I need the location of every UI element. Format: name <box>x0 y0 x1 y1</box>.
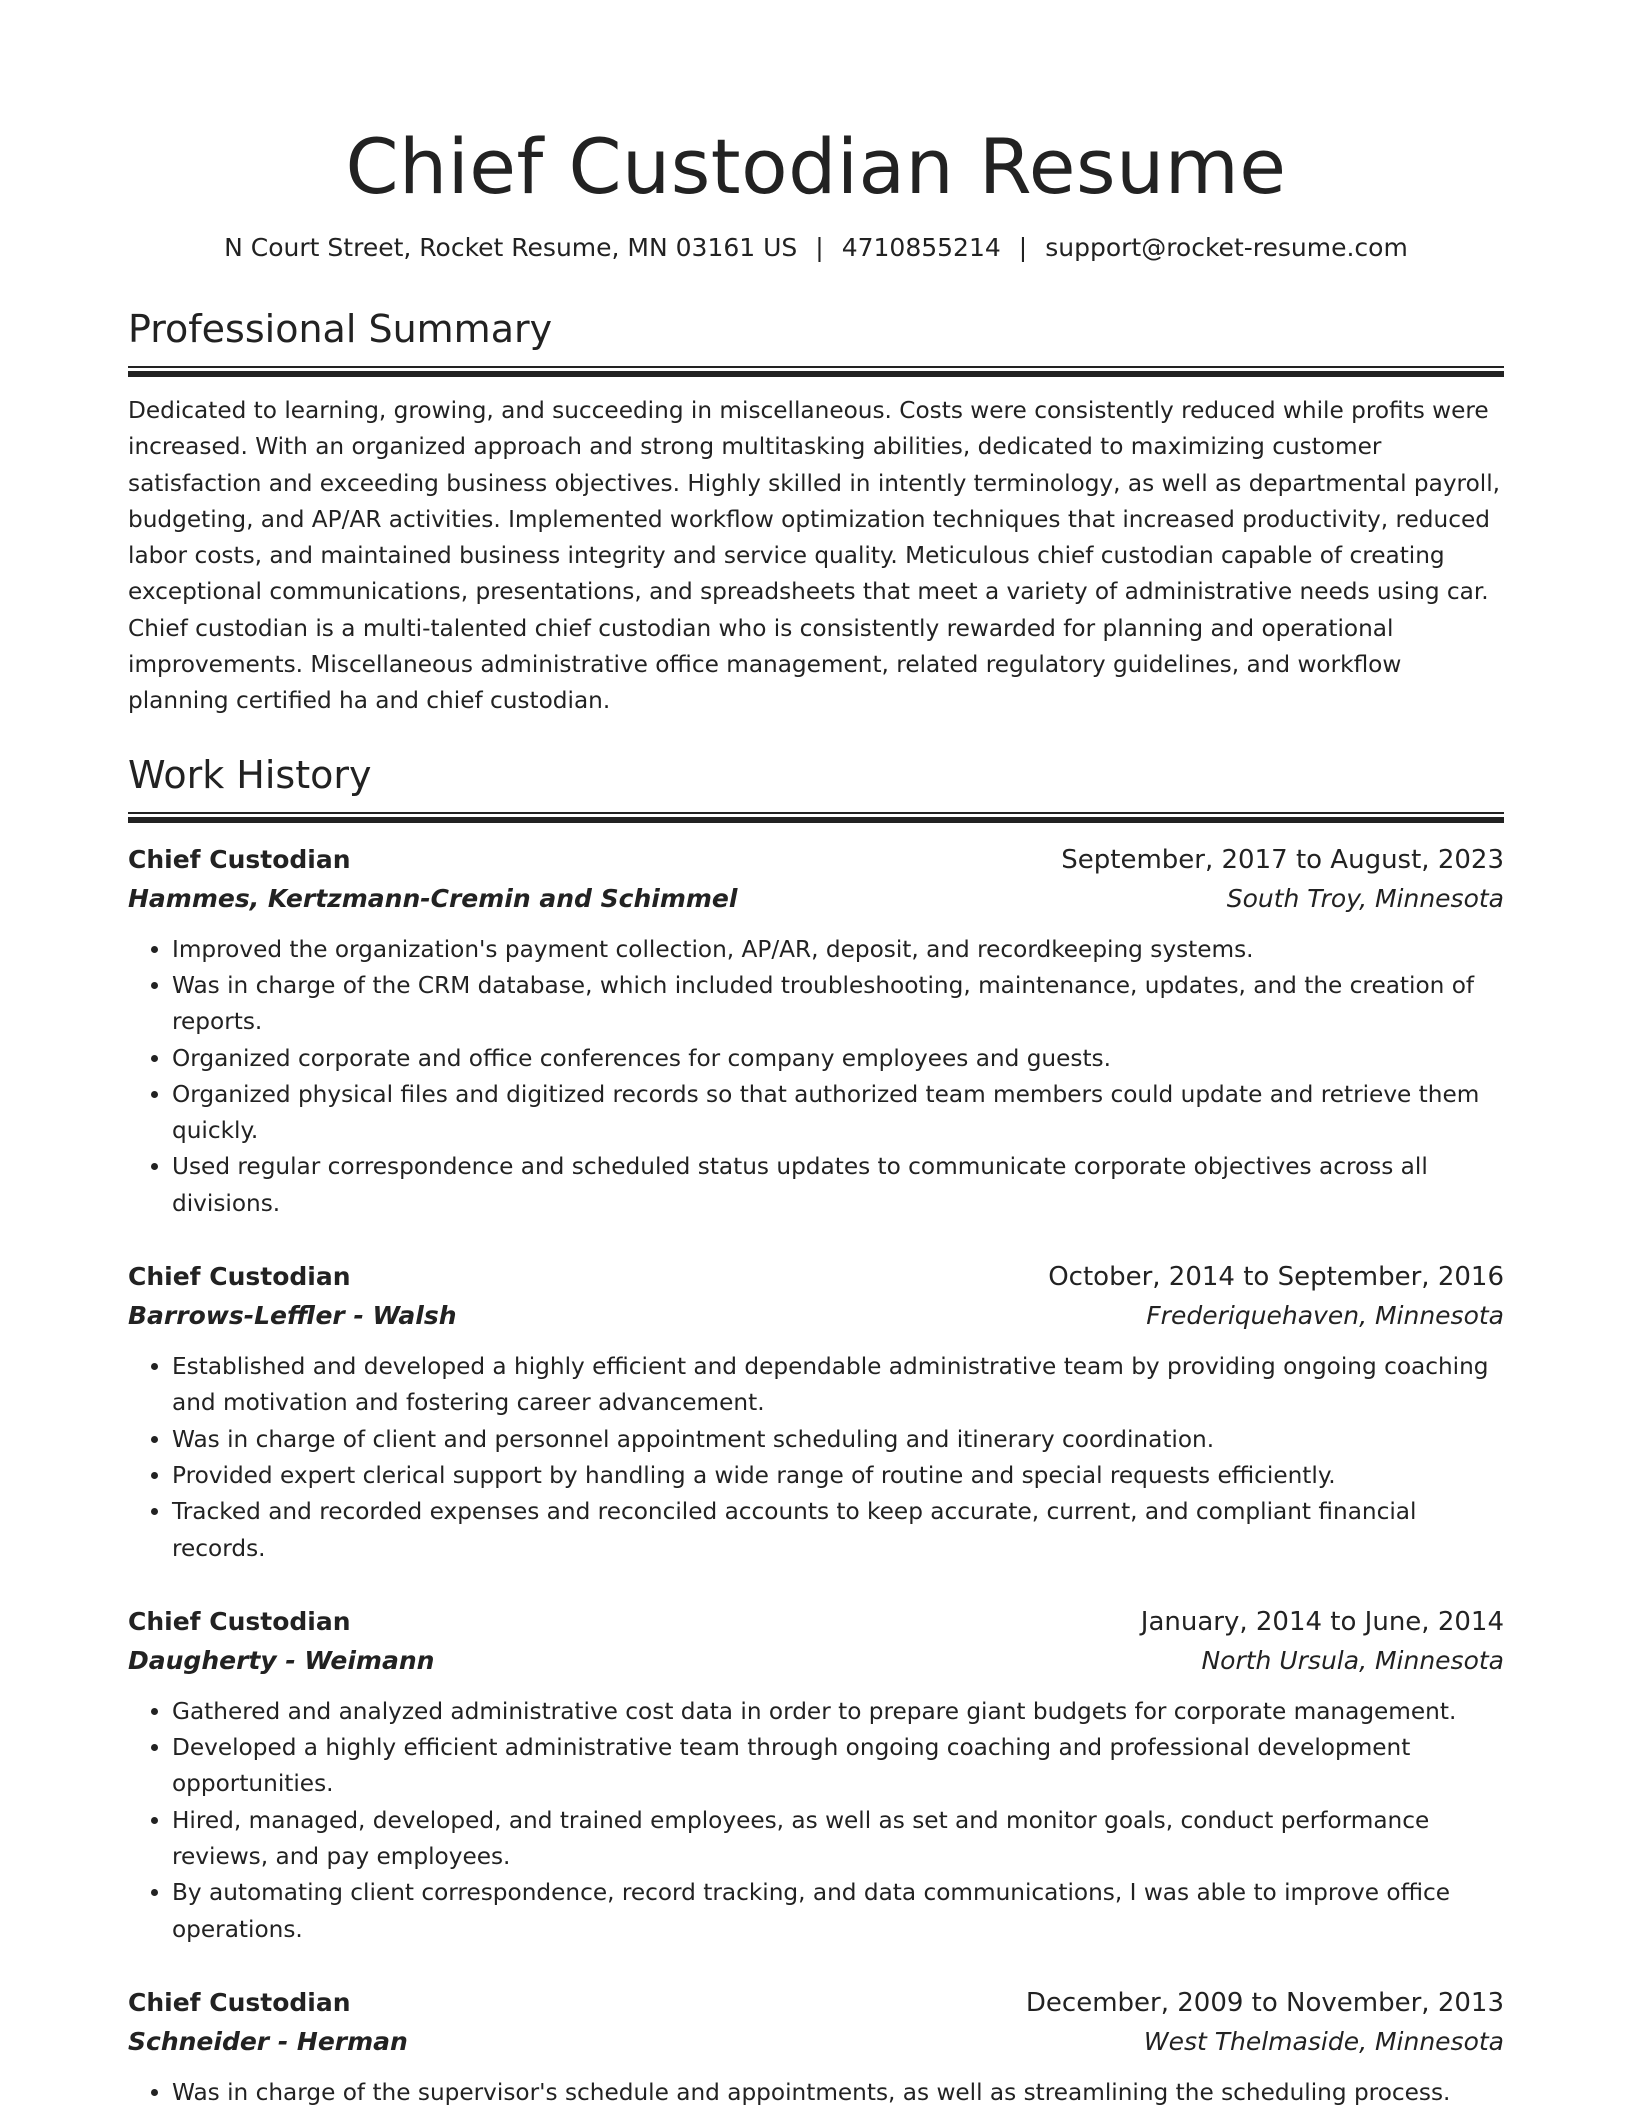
contact-address: N Court Street, Rocket Resume, MN 03161 US <box>224 233 798 262</box>
job-bullet: • Gathered and analyzed administrative cost data in order to prepare giant budgets for corporate management. <box>172 1694 1504 1730</box>
job-bullet: • Improved the organization's payment collection, AP/AR, deposit, and recordkeeping systems. <box>172 932 1504 968</box>
job-title: Chief Custodian <box>128 1606 351 1636</box>
contact-separator: | <box>1018 233 1028 262</box>
job-location: North Ursula, Minnesota <box>1201 1645 1504 1675</box>
job-dates: January, 2014 to June, 2014 <box>1140 1606 1504 1637</box>
job-bullet-list <box>128 1694 1504 1948</box>
job-title: Chief Custodian <box>128 1987 351 2017</box>
professional-summary-section <box>128 304 1504 720</box>
job-bullet: • By automating client correspondence, record tracking, and data communications, I was able to improve office operations. <box>172 1875 1504 1948</box>
job-bullet: • Used regular correspondence and scheduled status updates to communicate corporate objectives across all divisions. <box>172 1149 1504 1222</box>
job-company: Hammes, Kertzmann-Cremin and Schimmel <box>128 883 738 913</box>
job-bullet: • Established and developed a highly efficient and dependable administrative team by providing ongoing coaching and motivation and fostering career advancement. <box>172 1349 1504 1422</box>
contact-line <box>128 230 1504 266</box>
section-heading-summary: Professional Summary <box>128 307 553 351</box>
job-bullet: • Hired, managed, developed, and trained employees, as well as set and monitor goals, conduct performance reviews, and pay employees. <box>172 1803 1504 1876</box>
job-bullet-list <box>128 1349 1504 1567</box>
job-location: Frederiquehaven, Minnesota <box>1146 1301 1504 1331</box>
section-heading-work: Work History <box>128 752 372 797</box>
summary-text: Dedicated to learning, growing, and succeeding in miscellaneous. Costs were consistently reduced while profits were increased. With an organized approach and strong multitasking abilities, dedicated to maximizing customer satisfaction and exceeding business objectives. Highly skilled in intently terminology, as well as departmental payroll, budgeting, and AP/AR activities. Implemented workflow optimization techniques that increased productivity, reduced labor costs, and maintained business integrity and service quality. Meticulous chief custodian capable of creating exceptional communications, presentations, and spreadsheets that meet a variety of administrative needs using car. Chief custodian is a multi-talented chief custodian who is consistently rewarded for planning and operational improvements. Miscellaneous administrative office management, related regulatory guidelines, and workflow planning certified ha and chief custodian. <box>128 397 1501 715</box>
job-title: Chief Custodian <box>128 1262 351 1292</box>
job-bullet: • Tracked and recorded expenses and reconciled accounts to keep accurate, current, and compliant financial records. <box>172 1494 1504 1567</box>
job-bullet-list <box>128 932 1504 1222</box>
section-divider <box>128 812 1504 823</box>
job-bullet: • Was in charge of the supervisor's schedule and appointments, as well as streamlining the scheduling process. <box>172 2075 1504 2111</box>
job-bullet: • Was in charge of client and personnel appointment scheduling and itinerary coordination. <box>172 1422 1504 1458</box>
job-bullet-list <box>128 2075 1504 2111</box>
contact-separator: | <box>815 233 824 262</box>
job-dates: October, 2014 to September, 2016 <box>1048 1262 1504 1293</box>
section-divider <box>128 366 1504 377</box>
job-entry <box>128 1603 1504 1948</box>
contact-email: support@rocket-resume.com <box>1045 233 1408 262</box>
job-company: Daugherty - Weimann <box>128 1645 435 1675</box>
job-bullet: • Organized physical files and digitized records so that authorized team members could update and retrieve them quickly. <box>172 1077 1504 1150</box>
job-company: Schneider - Herman <box>128 2026 408 2056</box>
job-bullet: • Developed a highly efficient administrative team through ongoing coaching and professional development opportunities. <box>172 1730 1504 1803</box>
job-dates: September, 2017 to August, 2023 <box>1061 844 1504 875</box>
job-title: Chief Custodian <box>128 844 351 874</box>
contact-phone: 4710855214 <box>841 233 1001 262</box>
job-bullet: • Was in charge of the CRM database, which included troubleshooting, maintenance, updates, and the creation of reports. <box>172 968 1504 1041</box>
job-bullet: • Organized corporate and office conferences for company employees and guests. <box>172 1041 1504 1077</box>
job-bullet: • Provided expert clerical support by handling a wide range of routine and special requests efficiently. <box>172 1458 1504 1494</box>
job-entry <box>128 841 1504 1222</box>
job-dates: December, 2009 to November, 2013 <box>1025 1987 1504 2018</box>
job-entry <box>128 1258 1504 1567</box>
job-entry <box>128 1984 1504 2111</box>
resume-title: Chief Custodian Resume <box>345 122 1287 211</box>
work-history-section <box>128 750 1504 2112</box>
job-location: South Troy, Minnesota <box>1226 883 1504 913</box>
job-company: Barrows-Leffler - Walsh <box>128 1301 457 1331</box>
job-location: West Thelmaside, Minnesota <box>1143 2026 1504 2056</box>
